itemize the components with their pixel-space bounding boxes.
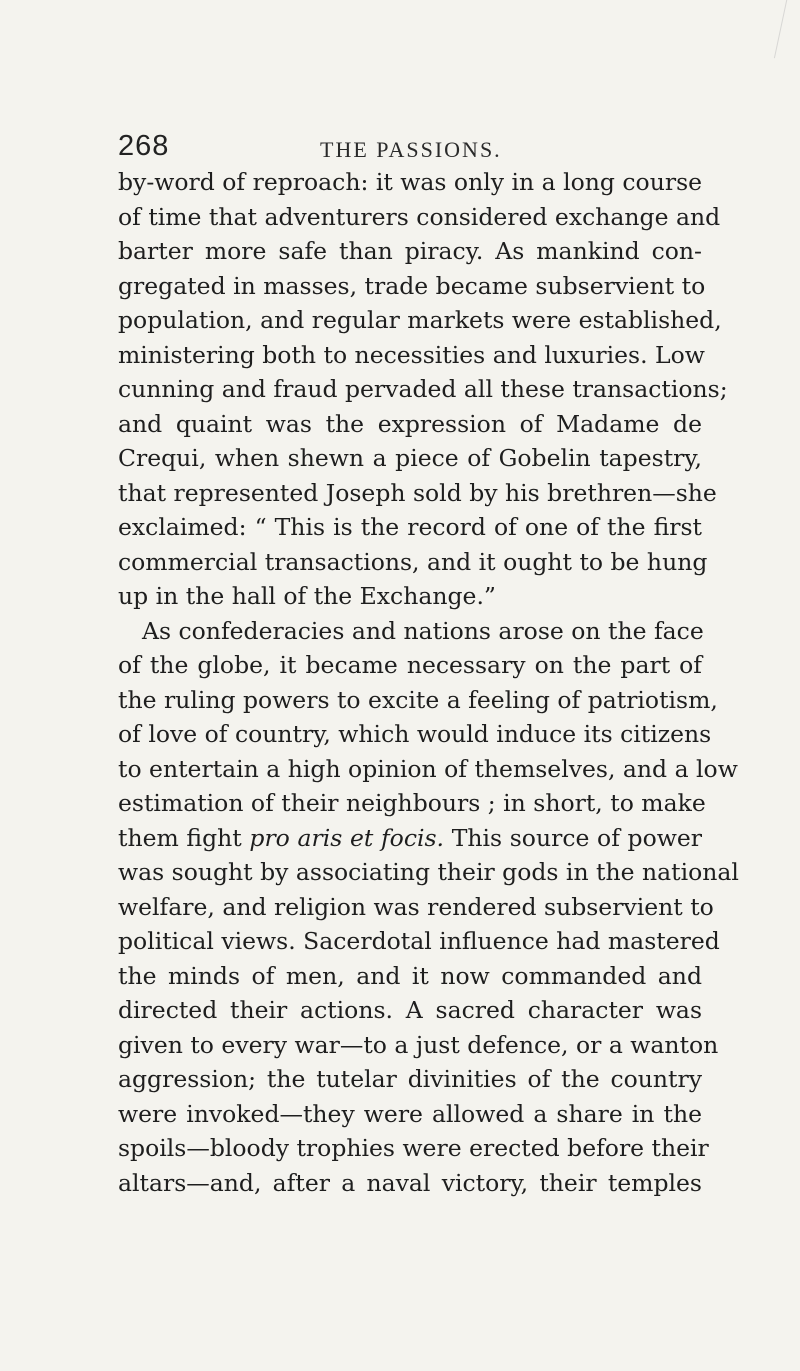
- text-line: was sought by associating their gods in the national: [118, 858, 739, 886]
- latin-phrase: pro aris et focis.: [249, 823, 445, 852]
- text-line: gregated in masses, trade became subservient to: [118, 271, 706, 300]
- text-line: were invoked—they were allowed a share in the: [118, 1099, 702, 1128]
- text-line: given to every war—to a just defence, or a wanton: [118, 1030, 719, 1059]
- text-segment: This source of power: [451, 823, 702, 852]
- text-line: directed their actions. A sacred character was: [118, 996, 702, 1024]
- page-number: 268: [118, 130, 170, 162]
- text-line: welfare, and religion was rendered subservient to: [118, 892, 714, 921]
- text-line: by-word of reproach: it was only in a long course: [118, 168, 703, 196]
- text-line: population, and regular markets were established,: [118, 306, 722, 334]
- text-line: that represented Joseph sold by his brethren—she: [118, 478, 717, 507]
- text-line: ministering both to necessities and luxuries. Low: [118, 340, 705, 369]
- text-line: up in the hall of the Exchange.”: [118, 582, 496, 610]
- text-line-with-italic: [118, 821, 702, 856]
- text-line: to entertain a high opinion of themselves, and a low: [118, 754, 738, 783]
- text-line: of time that adventurers considered exchange and: [118, 202, 721, 231]
- text-line: barter more safe than piracy. As mankind con-: [118, 237, 702, 265]
- text-line: the ruling powers to excite a feeling of patriotism,: [118, 685, 718, 714]
- text-line: of the globe, it became necessary on the part of: [118, 651, 702, 679]
- page-header: [118, 130, 698, 170]
- running-head: THE PASSIONS.: [320, 137, 502, 162]
- body-text: [118, 165, 739, 1200]
- text-line: aggression; the tutelar divinities of the country: [118, 1065, 702, 1093]
- paragraph-start: As confederacies and nations arose on the face: [142, 616, 704, 645]
- text-line: cunning and fraud pervaded all these transactions;: [118, 375, 728, 403]
- page-edge-mark: [774, 0, 799, 61]
- text-line: Crequi, when shewn a piece of Gobelin tapestry,: [118, 444, 702, 472]
- text-line: exclaimed: “ This is the record of one of the first: [118, 513, 702, 541]
- text-line: altars—and, after a naval victory, their temples: [118, 1168, 702, 1197]
- text-line: spoils—bloody trophies were erected before their: [118, 1134, 709, 1162]
- text-line: the minds of men, and it now commanded and: [118, 961, 702, 990]
- text-line: and quaint was the expression of Madame de: [118, 409, 702, 438]
- text-line: of love of country, which would induce its citizens: [118, 720, 712, 748]
- text-line: political views. Sacerdotal influence had mastered: [118, 927, 720, 955]
- text-line: estimation of their neighbours ; in short, to make: [118, 789, 706, 817]
- text-line: commercial transactions, and it ought to be hung: [118, 547, 708, 576]
- text-segment: them fight: [118, 823, 242, 852]
